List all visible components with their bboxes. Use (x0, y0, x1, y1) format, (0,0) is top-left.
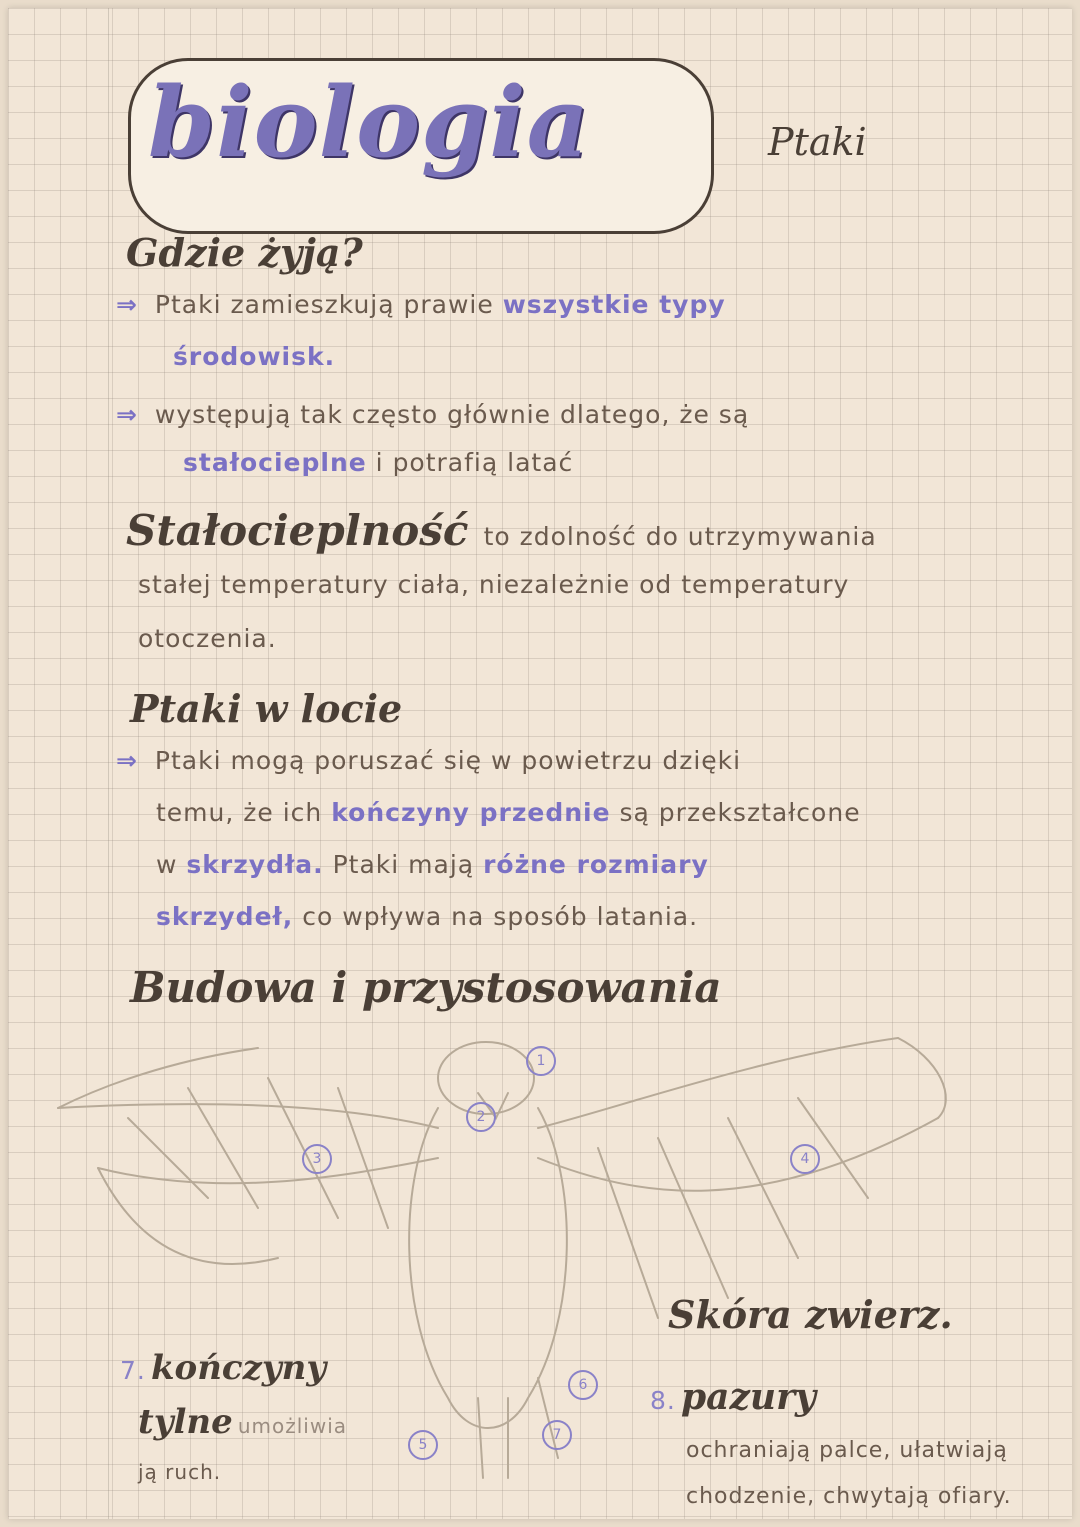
label-skin: Skóra zwierz. (668, 1292, 953, 1337)
text-line (116, 400, 749, 429)
text-span: Ptaki mają (332, 850, 475, 879)
notebook-page (8, 8, 1072, 1519)
text-span: temu, że ich (156, 798, 323, 827)
heading-birds-in-flight: Ptaki w locie (130, 686, 403, 731)
heading-where-they-live: Gdzie żyją? (126, 230, 363, 275)
text-span: Ptaki mogą poruszać się w powietrzu dzięki (154, 746, 742, 775)
marker-4: 4 (790, 1144, 820, 1174)
marker-2: 2 (466, 1102, 496, 1132)
text-line (183, 448, 573, 477)
highlight-text: skrzydeł, (156, 902, 294, 931)
text-line (138, 1402, 347, 1442)
text-span: występują tak często głównie dlatego, że są (154, 400, 750, 429)
marker-3: 3 (302, 1144, 332, 1174)
text-span: i potrafią latać (375, 448, 574, 477)
text-span: to zdolność do utrzymywania (483, 522, 877, 551)
heading-structure-adaptations: Budowa i przystosowania (130, 963, 722, 1012)
text-line: ją ruch. (138, 1460, 222, 1484)
text-line (156, 850, 709, 879)
item-number: 8. (650, 1386, 676, 1415)
heading-warm-blooded: Stałocieplność (126, 506, 469, 555)
text-line: chodzenie, chwytają ofiary. (686, 1484, 1012, 1509)
page-title: biologia (148, 66, 590, 179)
text-line (116, 746, 741, 775)
text-line: otoczenia. (138, 624, 277, 653)
arrow-icon: ⇒ (116, 746, 138, 775)
text-line (156, 902, 698, 931)
text-span: co wpływa na sposób latania. (302, 902, 699, 931)
text-line: ochraniają palce, ułatwiają (686, 1438, 1008, 1463)
marker-5: 5 (408, 1430, 438, 1460)
text-span: w (156, 850, 178, 879)
text-line: stałej temperatury ciała, niezależnie od temperatury (138, 570, 850, 599)
text-line (126, 506, 877, 555)
text-span: Ptaki zamieszkują prawie (154, 290, 494, 319)
marker-7: 7 (542, 1420, 572, 1450)
item-number: 7. (120, 1356, 146, 1385)
item-title: kończyny (150, 1348, 327, 1388)
text-line (156, 798, 861, 827)
item-title: tylne (138, 1402, 233, 1442)
item-8 (650, 1376, 816, 1418)
text-span: są przekształcone (619, 798, 861, 827)
highlight-text: środowisk. (173, 342, 336, 371)
subject-label: Ptaki (768, 120, 867, 164)
marker-6: 6 (568, 1370, 598, 1400)
item-title: pazury (680, 1376, 816, 1418)
marker-1: 1 (526, 1046, 556, 1076)
highlight-text: stałocieplne (183, 448, 367, 477)
highlight-text: wszystkie typy (502, 290, 726, 319)
arrow-icon: ⇒ (116, 290, 138, 319)
text-line (116, 290, 726, 319)
item-7 (120, 1348, 326, 1388)
highlight-text: skrzydła. (186, 850, 324, 879)
text-span: umożliwia (237, 1414, 348, 1438)
arrow-icon: ⇒ (116, 400, 138, 429)
highlight-text: różne rozmiary (483, 850, 709, 879)
highlight-text: kończyny przednie (331, 798, 611, 827)
